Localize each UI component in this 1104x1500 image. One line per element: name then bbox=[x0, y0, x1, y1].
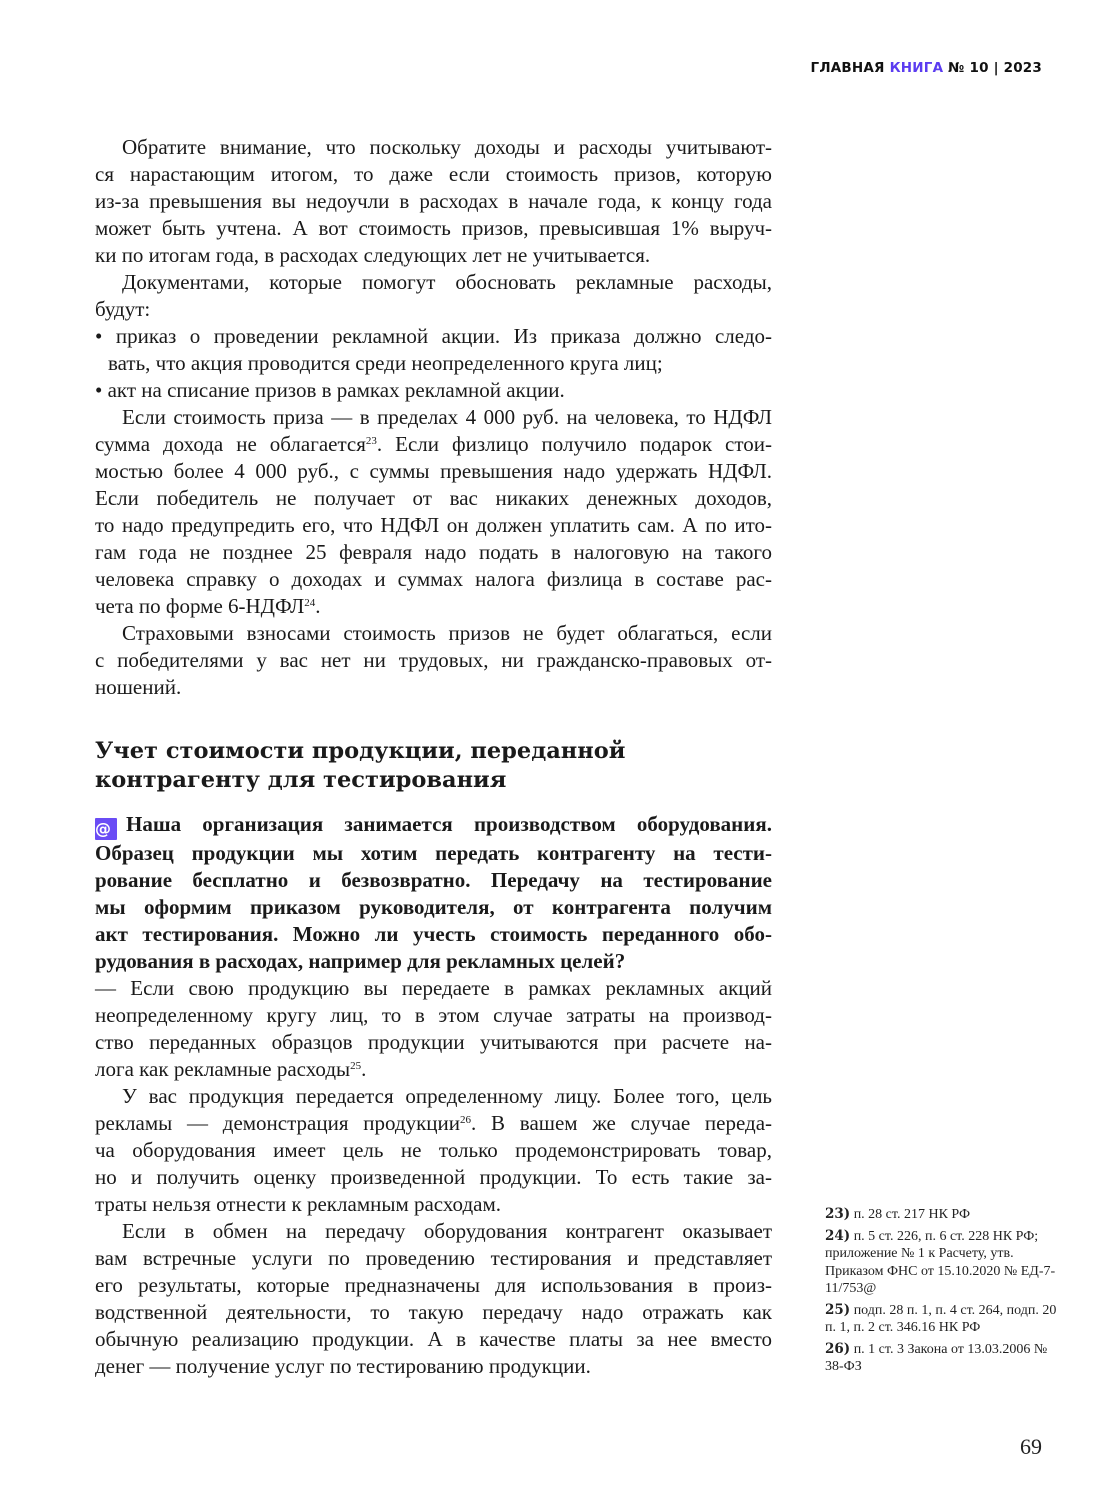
footnote-number: 26) bbox=[825, 1340, 851, 1357]
text-line bbox=[95, 323, 772, 350]
footnotes bbox=[825, 1206, 1065, 1380]
text-line bbox=[95, 1164, 772, 1191]
text-line bbox=[95, 1272, 772, 1299]
footnote-number: 24) bbox=[825, 1227, 851, 1244]
text-line bbox=[95, 1029, 772, 1056]
footnote-text: п. 28 ст. 217 НК РФ bbox=[853, 1207, 971, 1222]
line-text: водственной деятельности, то такую передачу надо отражать как bbox=[95, 1300, 772, 1324]
paragraph bbox=[95, 134, 772, 269]
line-text: У вас продукция передается определенному лицу. Более того, цель bbox=[122, 1084, 772, 1108]
text-line bbox=[95, 840, 772, 867]
text-line bbox=[95, 296, 772, 323]
line-text: человека справку о доходах и суммах налога физлица в составе рас- bbox=[95, 567, 772, 591]
line-text: Документами, которые помогут обосновать рекламные расходы, bbox=[122, 270, 772, 294]
masthead bbox=[811, 60, 1042, 76]
body-text-top bbox=[95, 134, 772, 701]
question-paragraph bbox=[95, 811, 772, 975]
footnote bbox=[825, 1228, 1065, 1298]
line-text: гам года не позднее 25 февраля надо подать в налоговую на такого bbox=[95, 540, 772, 564]
page-number: 69 bbox=[1020, 1434, 1042, 1459]
line-text: . В вашем же случае переда- bbox=[471, 1111, 773, 1135]
text-line bbox=[95, 512, 772, 539]
line-text: рование бесплатно и безвозвратно. Передачу на тестирование bbox=[95, 868, 772, 892]
line-text: ки по итогам года, в расходах следующих лет не учитывается. bbox=[95, 243, 651, 267]
line-text: мостью более 4 000 руб., с суммы превышения надо удержать НДФЛ. bbox=[95, 459, 772, 483]
line-text: денег — получение услуг по тестированию продукции. bbox=[95, 1354, 591, 1378]
paragraph bbox=[95, 377, 772, 404]
text-line bbox=[95, 1326, 772, 1353]
text-line bbox=[95, 811, 772, 840]
text-line bbox=[95, 1299, 772, 1326]
line-text: мы оформим приказом руководителя, от контрагента получим bbox=[95, 895, 772, 919]
line-text: лога как рекламные расходы bbox=[95, 1057, 351, 1081]
paragraph bbox=[95, 323, 772, 377]
paragraph bbox=[95, 1083, 772, 1218]
masthead-issue: № 10 | 2023 bbox=[948, 60, 1042, 76]
masthead-accent: КНИГА bbox=[889, 60, 944, 76]
footnote bbox=[825, 1341, 1065, 1376]
text-line bbox=[95, 458, 772, 485]
line-text: будут: bbox=[95, 297, 151, 321]
line-text: • приказ о проведении рекламной акции. Из приказа должно следо- bbox=[95, 324, 772, 348]
footnote-number: 23) bbox=[825, 1206, 851, 1222]
text-line bbox=[95, 566, 772, 593]
footnote-ref[interactable]: 25 bbox=[350, 1060, 362, 1072]
text-line bbox=[95, 539, 772, 566]
line-text: обычную реализацию продукции. А в качестве платы за нее вместо bbox=[95, 1327, 772, 1351]
footnote-text: п. 1 ст. 3 Закона от 13.03.2006 № 38-ФЗ bbox=[825, 1341, 1048, 1374]
line-text: его результаты, которые предназначены для использования в произ- bbox=[95, 1273, 772, 1297]
line-text: Если в обмен на передачу оборудования контрагент оказывает bbox=[122, 1219, 772, 1243]
text-line bbox=[95, 188, 772, 215]
text-line bbox=[95, 431, 772, 458]
line-text: ношений. bbox=[95, 675, 182, 699]
line-text: Страховыми взносами стоимость призов не будет облагаться, если bbox=[122, 621, 772, 645]
text-line bbox=[95, 1056, 772, 1083]
footnote-ref[interactable]: 26 bbox=[460, 1114, 472, 1126]
line-text: Обратите внимание, что поскольку доходы и расходы учитывают- bbox=[122, 135, 772, 159]
question-at-icon: @ bbox=[95, 818, 117, 840]
line-text: — Если свою продукцию вы передаете в рамках рекламных акций bbox=[95, 976, 772, 1000]
text-line bbox=[95, 161, 772, 188]
line-text: акт тестирования. Можно ли учесть стоимость переданного обо- bbox=[95, 922, 772, 946]
text-line bbox=[95, 1353, 772, 1380]
line-text: неопределенному кругу лиц, то в этом случае затраты на производ- bbox=[95, 1003, 772, 1027]
text-line bbox=[95, 134, 772, 161]
footnote-text: подп. 28 п. 1, п. 4 ст. 264, подп. 20 п. 1, п. 2 ст. 346.16 НК РФ bbox=[825, 1302, 1057, 1335]
text-line bbox=[95, 948, 772, 975]
line-text: ся нарастающим итогом, то даже если стоимость призов, которую bbox=[95, 162, 772, 186]
line-text: Если стоимость приза — в пределах 4 000 руб. на человека, то НДФЛ bbox=[122, 405, 772, 429]
text-line bbox=[95, 350, 772, 377]
line-text: сумма дохода не облагается bbox=[95, 432, 366, 456]
text-line bbox=[95, 377, 772, 404]
text-line bbox=[95, 593, 772, 620]
line-text: рекламы — демонстрация продукции bbox=[95, 1111, 461, 1135]
text-line bbox=[95, 894, 772, 921]
line-text: вам встречные услуги по проведению тестирования и представляет bbox=[95, 1246, 772, 1270]
footnote-number: 25) bbox=[825, 1301, 851, 1318]
line-text: ча оборудования имеет цель не только продемонстрировать товар, bbox=[95, 1138, 772, 1162]
masthead-title: ГЛАВНАЯ bbox=[810, 60, 885, 76]
line-text: . Если физлицо получило подарок стои- bbox=[376, 432, 772, 456]
line-text: . bbox=[361, 1057, 367, 1081]
text-line bbox=[95, 1191, 772, 1218]
footnote bbox=[825, 1302, 1065, 1337]
line-text: то надо предупредить его, что НДФЛ он должен уплатить сам. А по ито- bbox=[95, 513, 772, 537]
footnote-ref[interactable]: 24 bbox=[304, 597, 316, 609]
text-line bbox=[95, 647, 772, 674]
text-line bbox=[95, 269, 772, 296]
line-text: рудования в расходах, например для рекламных целей? bbox=[95, 949, 626, 973]
line-text: с победителями у вас нет ни трудовых, ни гражданско-правовых от- bbox=[95, 648, 772, 672]
footnote-text: п. 5 ст. 226, п. 6 ст. 228 НК РФ; приложение № 1 к Расчету, утв. Приказом ФНС от 15.10.2020 № ЕД-7-11/753@ bbox=[825, 1228, 1056, 1296]
paragraph bbox=[95, 269, 772, 323]
footnote-ref[interactable]: 23 bbox=[365, 435, 377, 447]
section-heading bbox=[95, 737, 772, 795]
line-text: Образец продукции мы хотим передать контрагенту на тести- bbox=[95, 841, 772, 865]
text-line bbox=[95, 620, 772, 647]
paragraph bbox=[95, 975, 772, 1083]
text-line bbox=[95, 674, 772, 701]
paragraph bbox=[95, 1218, 772, 1380]
line-text: • акт на списание призов в рамках рекламной акции. bbox=[95, 378, 565, 402]
footnote bbox=[825, 1206, 1065, 1224]
line-text: но и получить оценку произведенной продукции. То есть такие за- bbox=[95, 1165, 772, 1189]
body-text-qa bbox=[95, 811, 772, 1380]
line-text: вать, что акция проводится среди неопределенного круга лиц; bbox=[108, 351, 663, 375]
line-text: Наша организация занимается производством оборудования. bbox=[126, 812, 772, 836]
line-text: . bbox=[315, 594, 321, 618]
text-line bbox=[95, 921, 772, 948]
line-text: может быть учтена. А вот стоимость призов, превысившая 1% выруч- bbox=[95, 216, 772, 240]
line-text: траты нельзя отнести к рекламным расходам. bbox=[95, 1192, 501, 1216]
text-line bbox=[95, 1218, 772, 1245]
line-text: чета по форме 6-НДФЛ bbox=[95, 594, 305, 618]
heading-line: Учет стоимости продукции, переданной bbox=[95, 738, 626, 764]
text-line bbox=[95, 404, 772, 431]
text-line bbox=[95, 485, 772, 512]
line-text: из-за превышения вы недоучли в расходах в начале года, к концу года bbox=[95, 189, 772, 213]
text-line bbox=[95, 867, 772, 894]
paragraph bbox=[95, 404, 772, 620]
text-line bbox=[95, 1083, 772, 1110]
text-line bbox=[95, 1245, 772, 1272]
text-line bbox=[95, 1110, 772, 1137]
text-line bbox=[95, 975, 772, 1002]
text-line bbox=[95, 1002, 772, 1029]
paragraph bbox=[95, 620, 772, 701]
text-line bbox=[95, 242, 772, 269]
text-line bbox=[95, 215, 772, 242]
line-text: Если победитель не получает от вас никаких денежных доходов, bbox=[95, 486, 772, 510]
heading-line: контрагенту для тестирования bbox=[95, 767, 507, 793]
line-text: ство переданных образцов продукции учитываются при расчете на- bbox=[95, 1030, 772, 1054]
text-line bbox=[95, 1137, 772, 1164]
